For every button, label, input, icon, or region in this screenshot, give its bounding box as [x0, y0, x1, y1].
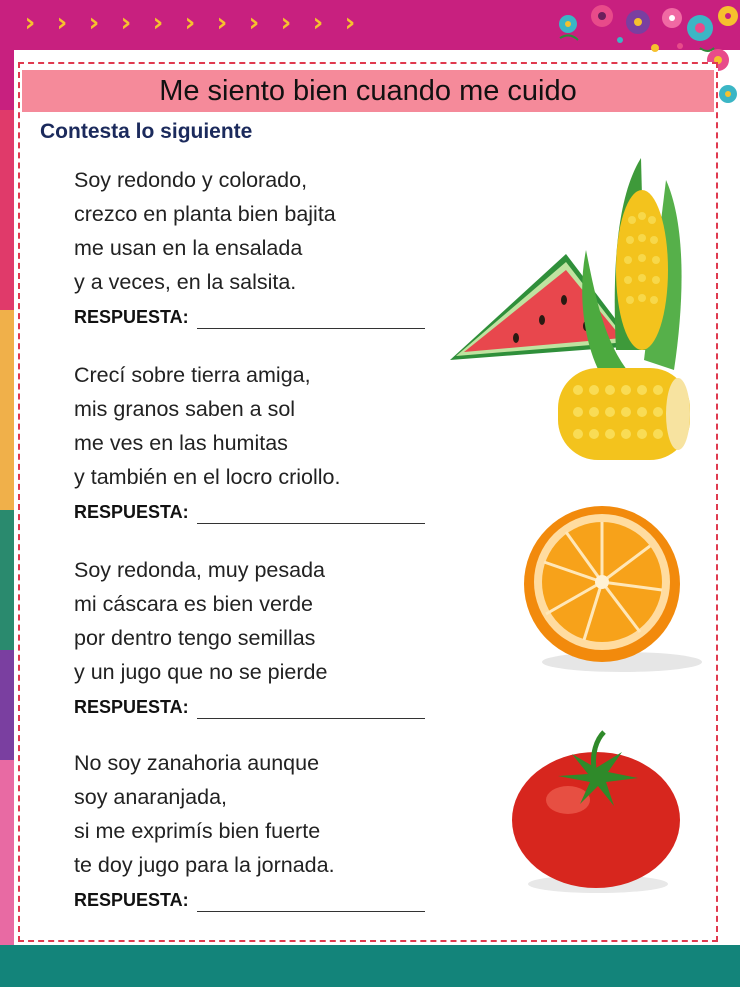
riddle-line: soy anaranjada,: [74, 785, 227, 809]
riddle-line: Soy redonda, muy pesada: [74, 558, 325, 582]
corn-half-icon: [558, 368, 690, 460]
side-color-strip: [0, 50, 14, 945]
flower-icon: [687, 15, 713, 41]
watermelon-and-corn-image: [446, 150, 696, 468]
riddle-line: y un jugo que no se pierde: [74, 660, 328, 684]
answer-row: [74, 299, 425, 335]
flower-icon: [626, 10, 650, 34]
riddle-line: me ves en las humitas: [74, 431, 288, 455]
riddle-line: y a veces, en la salsita.: [74, 270, 297, 294]
answer-row: [74, 689, 425, 725]
chevron-icon: ›: [248, 8, 260, 38]
orange-image: [522, 500, 718, 676]
chevron-icon: ›: [216, 8, 228, 38]
answer-row: [74, 882, 425, 918]
instructions-heading: Contesta lo siguiente: [40, 120, 253, 143]
answer-blank[interactable]: [197, 698, 425, 719]
flower-icon: [591, 5, 613, 27]
answer-label: RESPUESTA:: [74, 307, 189, 327]
riddle-line: No soy zanahoria aunque: [74, 751, 320, 775]
answer-label: RESPUESTA:: [74, 502, 189, 522]
chevron-icon: ›: [120, 8, 132, 38]
chevron-icon: ›: [56, 8, 68, 38]
riddle-2: [74, 358, 425, 530]
riddle-3: [74, 553, 425, 725]
chevron-icon: ›: [312, 8, 324, 38]
chevron-row: [14, 8, 366, 38]
tomato-icon: [512, 732, 680, 893]
chevron-icon: ›: [24, 8, 36, 38]
corn-cob-icon: [582, 158, 681, 390]
flower-icon: [559, 15, 577, 33]
riddle-4: [74, 746, 425, 918]
flower-icon: [719, 85, 737, 103]
riddle-line: por dentro tengo semillas: [74, 626, 316, 650]
answer-label: RESPUESTA:: [74, 890, 189, 910]
page-title: Me siento bien cuando me cuido: [159, 75, 577, 107]
footer-bar: [0, 945, 740, 987]
riddle-line: mis granos saben a sol: [74, 397, 296, 421]
chevron-icon: ›: [344, 8, 356, 38]
answer-row: [74, 494, 425, 530]
answer-blank[interactable]: [197, 308, 425, 329]
riddle-1: [74, 163, 425, 335]
tomato-image: [506, 724, 690, 896]
riddle-line: si me exprimís bien fuerte: [74, 819, 321, 843]
answer-blank[interactable]: [197, 503, 425, 524]
riddle-line: Crecí sobre tierra amiga,: [74, 363, 311, 387]
chevron-icon: ›: [280, 8, 292, 38]
riddle-line: mi cáscara es bien verde: [74, 592, 313, 616]
answer-label: RESPUESTA:: [74, 697, 189, 717]
riddle-line: y también en el locro criollo.: [74, 465, 341, 489]
riddle-line: me usan en la ensalada: [74, 236, 303, 260]
chevron-icon: ›: [184, 8, 196, 38]
riddle-line: Soy redondo y colorado,: [74, 168, 308, 192]
flower-icon: [662, 8, 682, 28]
chevron-icon: ›: [152, 8, 164, 38]
flower-icon: [718, 6, 738, 26]
orange-half-icon: [524, 506, 702, 672]
answer-blank[interactable]: [197, 891, 425, 912]
riddle-line: crezco en planta bien bajita: [74, 202, 336, 226]
riddle-line: te doy jugo para la jornada.: [74, 853, 335, 877]
chevron-icon: ›: [88, 8, 100, 38]
